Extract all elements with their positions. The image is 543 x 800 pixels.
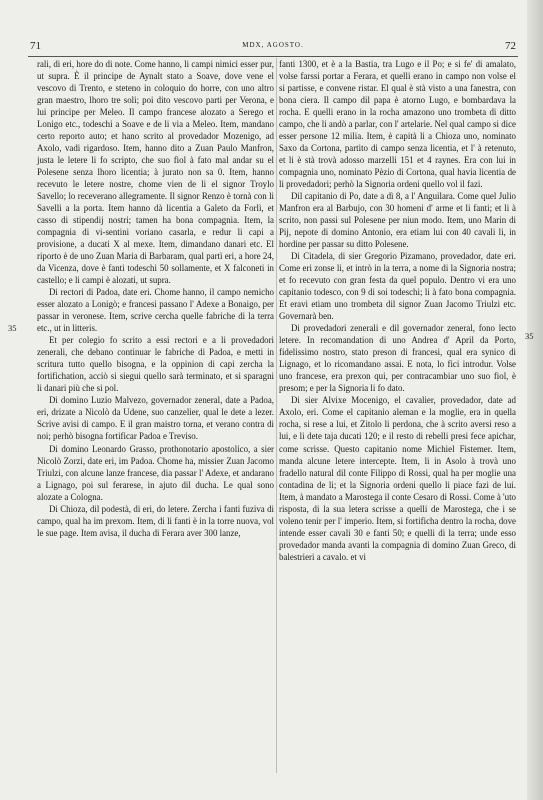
- left-column: [37, 58, 274, 539]
- paragraph: Di provedadori zenerali e dil governador zeneral, fono lecto letere. In recomandation di uno Andrea d' April da Porto, fidelissimo nostro, stato preson di francesi, qual era synico di Lignago, et lo ricomandano assai. E nota, lo fici introdur. Volse uno francese, era prexon qui, per contracambiar uno suo fiol, è presom; e per la Signoria li fo dato.: [279, 323, 516, 394]
- page-fold-shadow: [527, 0, 543, 800]
- line-number-right: 35: [525, 331, 534, 341]
- paragraph: Et per colegio fo scrito a essi rectori e a li provedadori zenerali, che debano continuar le fabriche di Padoa, e metti in scritura tutto quello bisogna, e la oppinion di capi zercha la fortifichation, acciò si siegui quello sarà terminato, et si sparagni li danari più che si pol.: [37, 335, 274, 394]
- paragraph: Di Citadela, di sier Gregorio Pizamano, provedador, date eri. Come eri zonse li, et intrò in la terra, a nome di la Signoria nostra; et fo recevuto con gran festa da quel populo. Dentro vi era uno capitanio todesco, con 9 di soi todeschi; li à fato bona compagnia. Et eravi etiam uno trombeta dil signor Zuan Jacomo Triulzi etc. Governarà ben.: [279, 251, 516, 322]
- paragraph: Di sier Alvixe Mocenigo, el cavalier, provedador, date ad Axolo, eri. Come el capitanio aleman e la moglie, era in quella rocha, si rese a lui, et Zitolo li perdona, che à scrito aversi reso a lui, e li dete taja ducati 120; e il resto di rebelli presi fece apichar, come scrisse. Questo capitanio nome Michiel Fistemer. Item, manda alcune letere intercepte. Item, li in Asolo à trovà uno fradello natural dil conte Filippo di Rossi, qual ha per moglie una contadina de li; et la Signoria ordeni quello li piace fazi de lui. Item, à mandato a Marostega il conte Cesaro di Rossi. Come à 'uto risposta, di la sua letera scrisse a quelli de Marostega, che i se voleno tenir per l' imperio. Item, si fortificha dentro la rocha, dove intende esser cavali 30 e fanti 50; e quelli di la terra; unde esso provedador manda avanti la compagnia di domino Zuan Greco, di balestrieri a cavalo. et vi: [279, 395, 516, 562]
- line-number-left: 35: [8, 323, 17, 333]
- right-column: [279, 58, 516, 563]
- paragraph: Dil capitanio di Po, date a dì 8, a l' Anguilara. Come quel Julio Manfron era al Barbujo, con 30 homeni d' arme et li fanti; et li à scrito, non passi sul Polesene per niun modo. Item, uno Marin di Pij, nepote di domino Antonio, era etiam lui con 40 cavali li, in hordine per passar su ditto Polesene.: [279, 191, 516, 250]
- paragraph: Di domino Leonardo Grasso, prothonotario apostolico, a sier Nicolò Zorzi, date eri, im Padoa. Chome ha, missier Zuan Jacomo Triulzi, con alcune lanze francese, dia passar l' Adexe, et andarano a Lignago, poi sul ferarese, in ajuto dil ducha. Le qual sono alozate a Cologna.: [37, 443, 274, 502]
- paragraph: fanti 1300, et è a la Bastia, tra Lugo e il Po; e si fe' di amalato, volse farssi portar a Ferara, et quelli erano in campo non volse el si partisse, e convene ristar. El qual è stà visto a una fanestra, con bona ciera. Il campo dil papa è atorno Lugo, e bombardava la rocha. E quelli erano in la rocha amazono uno trombeta di ditto campo, che li andò a parlar, con l' artelarie. Nel qual campo si dice esser persone 12 milia. Item, è capità li a Chioza uno, nominato Saxo da Cortona, partito di campo senza licentia, et l' à retenuto, et li è stà trovà adosso marzelli 151 et 4 raynes. Era con lui in compagnia uno, nominato Pèzio di Cortona, qual havia licentia de li provedadori; perhò la Signoria ordeni quello vol il fazi.: [279, 59, 516, 190]
- paragraph: Di rectori di Padoa, date eri. Chome hanno, il campo nemicho esser alozato a Lonigò; e francesi passano l' Adexe a Bonaigo, per passar in veronese. Item, scrive cercha quelle fabriche di la terra etc., ut in litteris.: [37, 287, 274, 334]
- running-head: MDX, AGOSTO.: [242, 41, 304, 49]
- page-number-right: 72: [505, 40, 516, 52]
- paragraph: rali, di eri, hore do di note. Come hanno, li campi nimici esser pur, ut supra. È il principe de Aynalt stato a Soave, dove vene el vescovo di Trento, e steteno in coloquio do horre, con uno altro gran maestro, lhoro tre soli; poi dito vescovo parti per Verona, e lui principe per Meleo. Il campo francese alozato a Serego et Lonigo etc., todeschi a Soave e de li via a Meleo. Item, mandano certo reporto auto; et hano scrito al provedador Mozenigo, ad Axolo, vadi rigardoso. Item, hanno dito a Zuan Paulo Manfron, justa le letere li fo scripto, che suo fiol à fato mal andar su el Polesene senza lhoro licentia; à jurato non sa 0. Item, hanno recevuto le letere nostre, chome vien de li el signor Troylo Savello; lo receverano allegramente. Il signor Renzo è tornà con li Savelli a la porta. Item hanno dà licentia a Galeto da Forlì, et casso di stipendij nostri; tamen ha bona compagnia. Item, la compagnia di vi-sentini voriano casarla, e redur li capi a provisione, a ducati X al mexe. Item, dimandano danari etc. El riporto è de uno Zuan Maria di Barbaram, qual partì eri, a hore 24, da Vicenza, dove è fanti todeschi 50 sollamente, et X falconeti in castello; e li campi è alozati, ut supra.: [37, 59, 274, 286]
- paragraph: Di Chioza, dil podestà, di eri, do letere. Zercha i fanti fuziva di campo, qual ha im prexom. Item, di li fanti è in la torre nuova, vol le sue page. Item avisa, il ducha di Ferara aver 300 lanze,: [37, 503, 274, 538]
- column-divider: [276, 58, 277, 773]
- paragraph: Di domino Luzio Malvezo, governador zeneral, date a Padoa, eri, drizate a Nicolò da Udene, suo canzelier, qual le dete a lezer. Scrive avisi di campo. E il gran maistro torna, et verano contra di noi; perhò bisogna fortificar Padoa e Treviso.: [37, 395, 274, 442]
- header-rule: [28, 56, 518, 57]
- page-header: [28, 40, 518, 54]
- page-number-left: 71: [30, 40, 41, 52]
